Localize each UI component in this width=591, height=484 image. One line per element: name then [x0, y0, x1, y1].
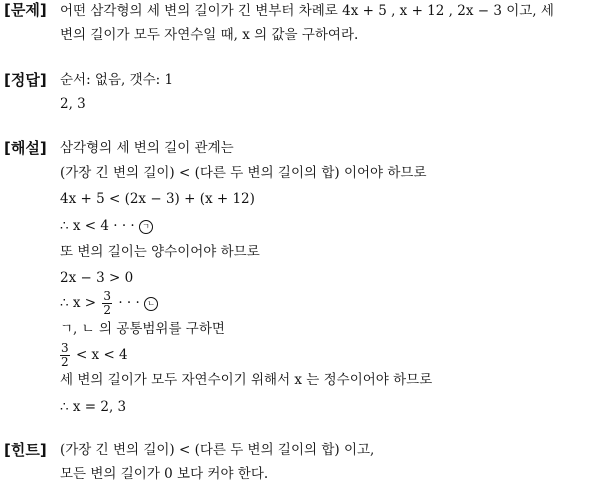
explanation-line-5: 또 변의 길이는 양수이어야 하므로 [60, 244, 260, 260]
problem-line-1: 어떤 삼각형의 세 변의 길이가 긴 변부터 차례로 4x + 5 , x + 12 , 2x − 3 이고, 세 [60, 3, 554, 19]
explanation-line-2: (가장 긴 변의 길이) < (다른 두 변의 길이의 합) 이어야 하므로 [60, 165, 427, 181]
explanation-line-9-post: < x < 4 [75, 347, 128, 363]
fraction-three-halves [102, 290, 112, 317]
hint-line-1: (가장 긴 변의 길이) < (다른 두 변의 길이의 합) 이고, [60, 442, 375, 458]
fraction-numerator: 3 [103, 289, 112, 303]
explanation-line-7-pre: ∴ x > [60, 295, 97, 311]
problem-tag: [문제] [4, 1, 47, 19]
circled-nieun-mark: ㄴ [144, 297, 158, 311]
explanation-line-4 [60, 216, 153, 236]
fraction-numerator-2: 3 [61, 341, 69, 355]
problem-line-2: 변의 길이가 모두 자연수일 때, x 의 값을 구하여라. [60, 27, 359, 43]
explanation-line-7 [60, 286, 158, 320]
fraction-denominator: 2 [103, 303, 112, 317]
answer-tag: [정답] [4, 71, 47, 89]
explanation-line-3: 4x + 5 < (2x − 3) + (x + 12) [60, 191, 255, 207]
hint-tag: [힌트] [4, 441, 47, 459]
fraction-denominator-2: 2 [61, 355, 69, 369]
explanation-tag: [해설] [4, 139, 47, 157]
explanation-line-4-text: ∴ x < 4 · · · [60, 218, 135, 234]
explanation-line-8: ㄱ, ㄴ 의 공통범위를 구하면 [60, 321, 225, 337]
explanation-line-6: 2x − 3 > 0 [60, 270, 134, 286]
explanation-line-9 [58, 338, 128, 372]
hint-line-2: 모든 변의 길이가 0 보다 커야 한다. [60, 466, 269, 482]
explanation-line-10: 세 변의 길이가 모두 자연수이기 위해서 x 는 정수이어야 하므로 [60, 372, 433, 388]
answer-line-1: 순서: 없음, 갯수: 1 [60, 72, 174, 88]
explanation-line-1: 삼각형의 세 변의 길이 관계는 [60, 140, 234, 156]
explanation-line-7-dots: · · · [118, 295, 140, 311]
answer-line-2: 2, 3 [60, 96, 86, 112]
fraction-three-halves-2 [60, 342, 70, 369]
explanation-line-11: ∴ x = 2, 3 [60, 399, 127, 415]
circled-giyeok-mark: ㄱ [139, 220, 153, 234]
